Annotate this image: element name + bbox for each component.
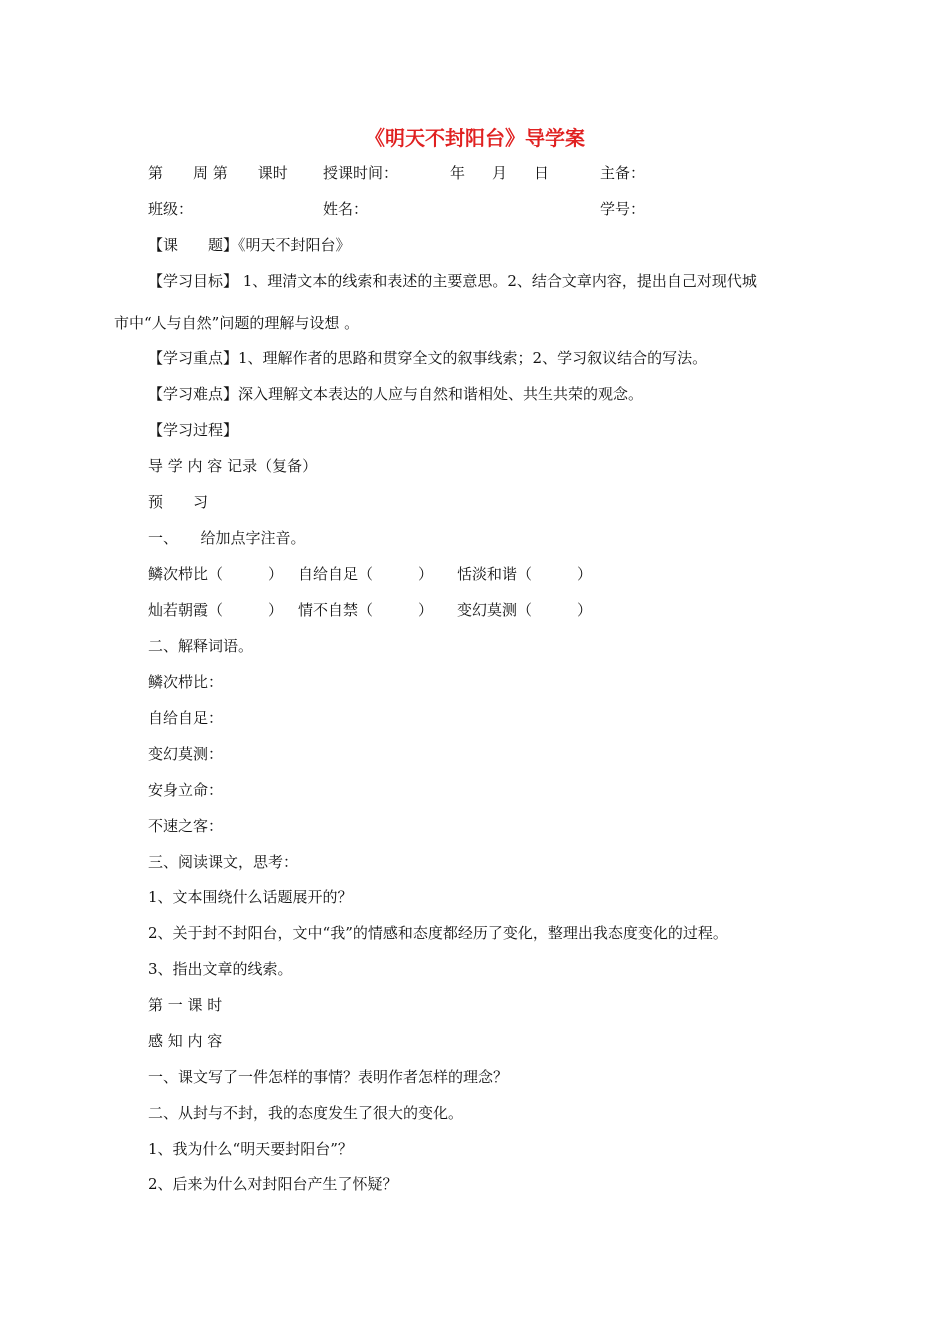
guide-content-label: 导 学 内 容 记录（复备）	[148, 457, 318, 475]
word-definition-item: 不速之客：	[148, 817, 224, 835]
question-item: 2、关于封不封阳台，文中“我”的情感和态度都经历了变化，整理出我态度变化的过程。	[148, 924, 728, 942]
header-row-2	[148, 199, 848, 219]
lesson-1-heading: 第 一 课 时	[148, 996, 223, 1014]
key-points-line: 【学习重点】1、理解作者的思路和贯穿全文的叙事线索；2、学习叙议结合的写法。	[148, 349, 708, 367]
perceive-content-heading: 感 知 内 容	[148, 1032, 223, 1050]
teaching-time-label: 授课时间：	[323, 164, 399, 182]
learning-goals-line-2: 市中“人与自然”问题的理解与设想 。	[114, 314, 360, 332]
word-definition-item: 自给自足：	[148, 709, 224, 727]
pinyin-item: 自给自足（ ）	[298, 565, 434, 583]
question-item: 1、文本围绕什么话题展开的？	[148, 888, 353, 906]
day-label: 日	[534, 164, 550, 182]
week-lesson-label: 第 周 第 课时	[148, 164, 288, 182]
student-number-label: 学号：	[600, 200, 646, 218]
document-title: 《明天不封阳台》导学案	[365, 126, 585, 150]
word-definition-item: 鳞次栉比：	[148, 673, 224, 691]
learning-goals-line-1: 【学习目标】 1、理清文本的线索和表述的主要意思。2、结合文章内容，提出自己对现代城	[148, 272, 757, 290]
header-row-1	[148, 163, 848, 183]
pinyin-item: 灿若朝霞（ ）	[148, 601, 284, 619]
word-definition-item: 变幻莫测：	[148, 745, 224, 763]
perceive-question-item: 2、后来为什么对封阳台产生了怀疑？	[148, 1175, 398, 1193]
perceive-question-item: 1、我为什么“明天要封阳台”？	[148, 1140, 353, 1158]
pinyin-item: 变幻莫测（ ）	[457, 601, 593, 619]
pinyin-item: 情不自禁（ ）	[298, 601, 434, 619]
section-1-heading: 一、 给加点字注音。	[148, 529, 306, 547]
question-item: 3、指出文章的线索。	[148, 960, 293, 978]
pinyin-item: 鳞次栉比（ ）	[148, 565, 284, 583]
perceive-question-item: 一、课文写了一件怎样的事情？表明作者怎样的理念？	[148, 1068, 509, 1086]
year-label: 年	[450, 164, 466, 182]
preview-heading: 预 习	[148, 493, 209, 511]
pinyin-row-1	[148, 564, 648, 584]
month-label: 月	[492, 164, 508, 182]
word-definition-item: 安身立命：	[148, 781, 224, 799]
class-label: 班级：	[148, 200, 194, 218]
pinyin-item: 恬淡和谐（ ）	[457, 565, 593, 583]
name-label: 姓名：	[323, 200, 369, 218]
author-label: 主备：	[600, 164, 646, 182]
perceive-question-item: 二、从封与不封，我的态度发生了很大的变化。	[148, 1104, 464, 1122]
difficulty-line: 【学习难点】深入理解文本表达的人应与自然和谐相处、共生共荣的观念。	[148, 385, 644, 403]
topic-line: 【课 题】《明天不封阳台》	[148, 236, 351, 254]
process-heading: 【学习过程】	[148, 421, 239, 439]
pinyin-row-2	[148, 600, 648, 620]
section-2-heading: 二、解释词语。	[148, 637, 254, 655]
section-3-heading: 三、阅读课文，思考：	[148, 853, 299, 871]
